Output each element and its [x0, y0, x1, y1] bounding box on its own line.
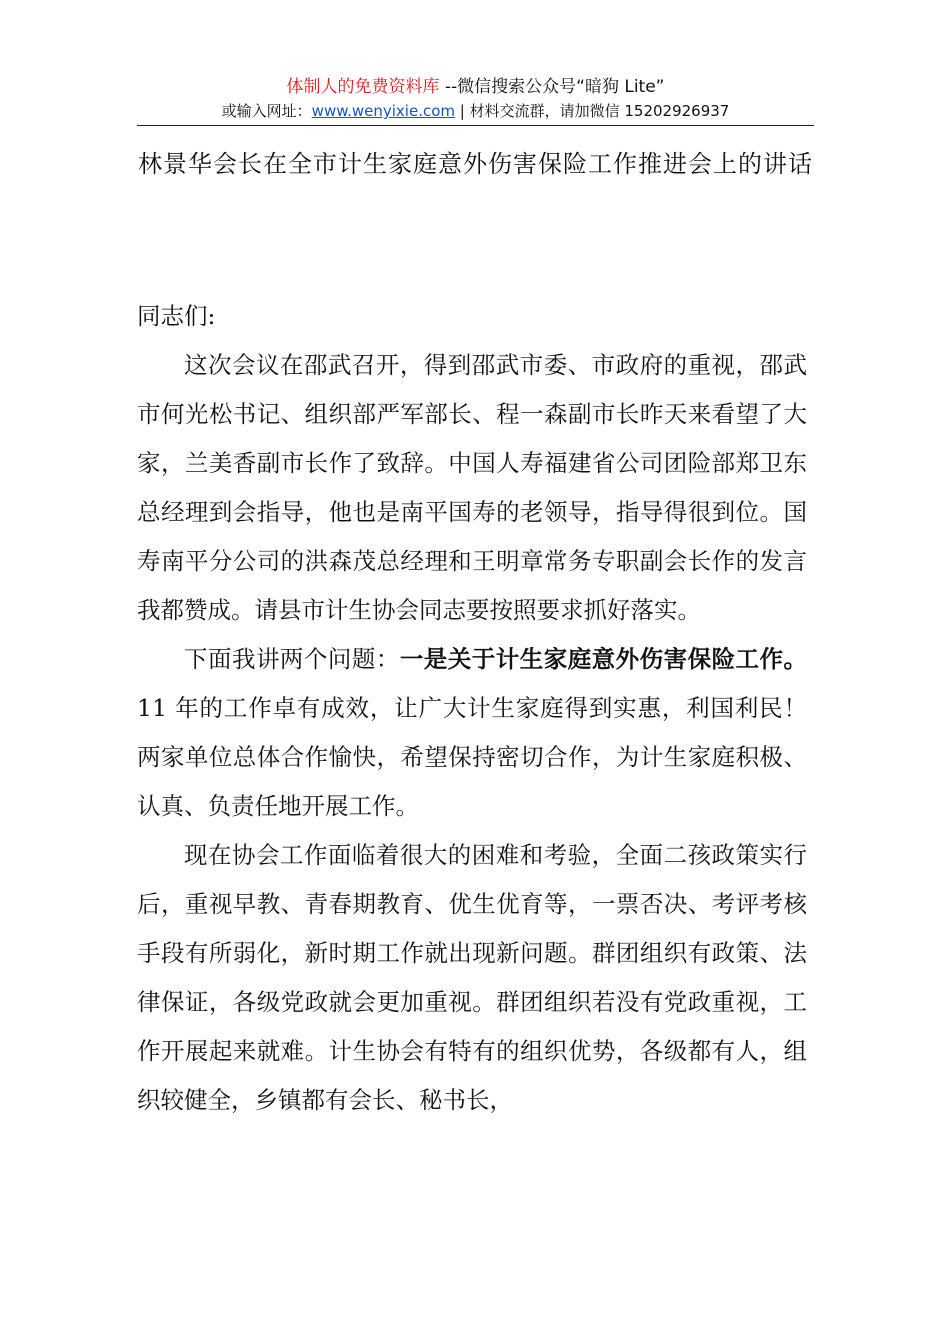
paragraph-3: 现在协会工作面临着很大的困难和考验，全面二孩政策实行后，重视早教、青春期教育、优生优育等，一票否决、考评考核手段有所弱化，新时期工作就出现新问题。群团组织有政策、法律保证，各级党政就会更加重视。群团组织若没有党政重视，工作开展起来就难。计生协会有特有的组织优势，各级都有人，组织较健全，乡镇都有会长、秘书长，	[137, 841, 807, 1114]
header-divider	[137, 125, 814, 126]
document-title: 林景华会长在全市计生家庭意外伤害保险工作推进会上的讲话	[138, 150, 813, 178]
paragraph-2-heading: 一是关于计生家庭意外伤害保险工作。	[399, 645, 808, 673]
header-promo-line	[137, 74, 814, 100]
document-body	[137, 292, 807, 1125]
paragraph-2-text: 11 年的工作卓有成效，让广大计生家庭得到实惠，利国利民！两家单位总体合作愉快，希望保持密切合作，为计生家庭积极、认真、负责任地开展工作。	[137, 694, 807, 820]
website-link[interactable]: www.wenyixie.com	[311, 102, 455, 120]
url-prefix: 或输入网址：	[221, 102, 312, 120]
paragraph-2-intro: 下面我讲两个问题：	[184, 645, 400, 673]
paragraph-1: 这次会议在邵武召开，得到邵武市委、市政府的重视，邵武市何光松书记、组织部严军部长、程一森副市长昨天来看望了大家，兰美香副市长作了致辞。中国人寿福建省公司团险部郑卫东总经理到会指导，他也是南平国寿的老领导，指导得很到位。国寿南平分公司的洪森茂总经理和王明章常务专职副会长作的发言我都赞成。请县市计生协会同志要按照要求抓好落实。	[137, 351, 807, 624]
contact-text: | 材料交流群，请加微信 15202926937	[455, 102, 730, 120]
paragraph-2	[137, 635, 807, 831]
promo-text: --微信搜索公众号“暗狗 Lite”	[439, 77, 665, 97]
salutation: 同志们:	[137, 302, 216, 330]
header-contact-line	[137, 100, 814, 122]
brand-name: 体制人的免费资料库	[286, 77, 440, 97]
watermark-header	[137, 74, 814, 122]
